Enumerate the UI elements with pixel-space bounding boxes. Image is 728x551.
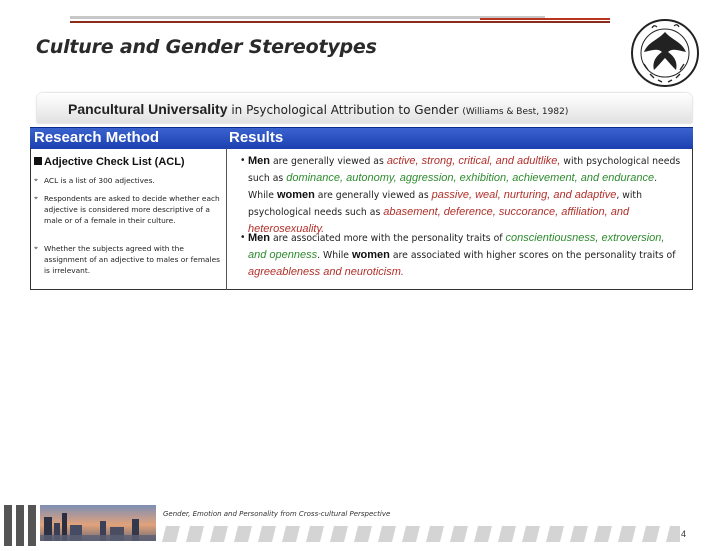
result-text: Men are generally viewed as active, strong, critical, and adultlike, with psychological needs such as dominance, autonomy, aggression, exhibition, achievement, and endurance. While women are generally viewed as passive, weal, nurturing, and adaptive, with psychological needs such as abasement, deference, succorance, affiliation, and heterosexuality. [248,155,681,235]
top-decorative-line-dark [70,21,610,23]
footer-dash [378,526,396,542]
page-number: 4 [681,529,687,539]
subtitle-bold: Pancultural Universality [68,101,228,117]
footer-dash [210,526,228,542]
footer-dash [474,526,492,542]
subtitle-source: (Williams & Best, 1982) [462,107,569,117]
footer-dash [666,526,680,542]
footer-dash [258,526,276,542]
hash-bullet-icon: ⌖ [34,244,38,252]
bullet-dot-icon: • [240,232,246,243]
method-item [34,243,224,276]
footer-dash [450,526,468,542]
hash-bullet-icon: ⌖ [34,176,38,184]
footer-dash [498,526,516,542]
footer-caption: Gender, Emotion and Personality from Cross-cultural Perspective [163,510,391,518]
footer-dash [186,526,204,542]
method-heading [34,156,185,168]
method-item-text: ACL is a list of 300 adjectives. [44,176,155,185]
footer-dash [330,526,348,542]
slide-title: Culture and Gender Stereotypes [36,36,377,58]
column-divider [226,148,227,290]
footer-dash [618,526,636,542]
header-results: Results [229,129,284,146]
footer-dash [546,526,564,542]
top-decorative-line [70,16,545,19]
footer-dash [642,526,660,542]
footer-dash [354,526,372,542]
footer-dash [594,526,612,542]
university-seal-logo [630,18,700,88]
footer-dash [522,526,540,542]
header-research-method: Research Method [34,129,160,146]
subtitle-body: in Psychological Attribution to Gender [227,103,463,117]
footer-dash [570,526,588,542]
method-item [34,193,224,226]
result-item [240,230,685,281]
footer-dash [306,526,324,542]
square-bullet-icon [34,157,42,165]
footer-dash [426,526,444,542]
result-text: Men are associated more with the personality traits of conscientiousness, extroversion, and openness. While women are associated with higher scores on the personality traits of agreeableness and neuroticism. [248,232,676,278]
subtitle-text [68,101,568,117]
footer-dash [282,526,300,542]
method-item-text: Whether the subjects agreed with the assignment of an adjective to males or females is irrelevant. [44,244,221,275]
hash-bullet-icon: ⌖ [34,194,38,202]
footer-dash [402,526,420,542]
bullet-dot-icon: • [240,155,246,166]
footer-stripes [0,505,40,546]
method-item-text: Respondents are asked to decide whether each adjective is considered more descriptive of a male or of a female in their culture. [44,194,220,225]
top-decorative-line-red [480,18,610,20]
footer-city-photo [40,505,156,541]
footer-dash [162,526,180,542]
footer-dashed-band [160,522,680,546]
footer-dash [234,526,252,542]
method-heading-text: Adjective Check List (ACL) [44,156,185,168]
method-item [34,175,224,186]
result-item [240,153,685,238]
